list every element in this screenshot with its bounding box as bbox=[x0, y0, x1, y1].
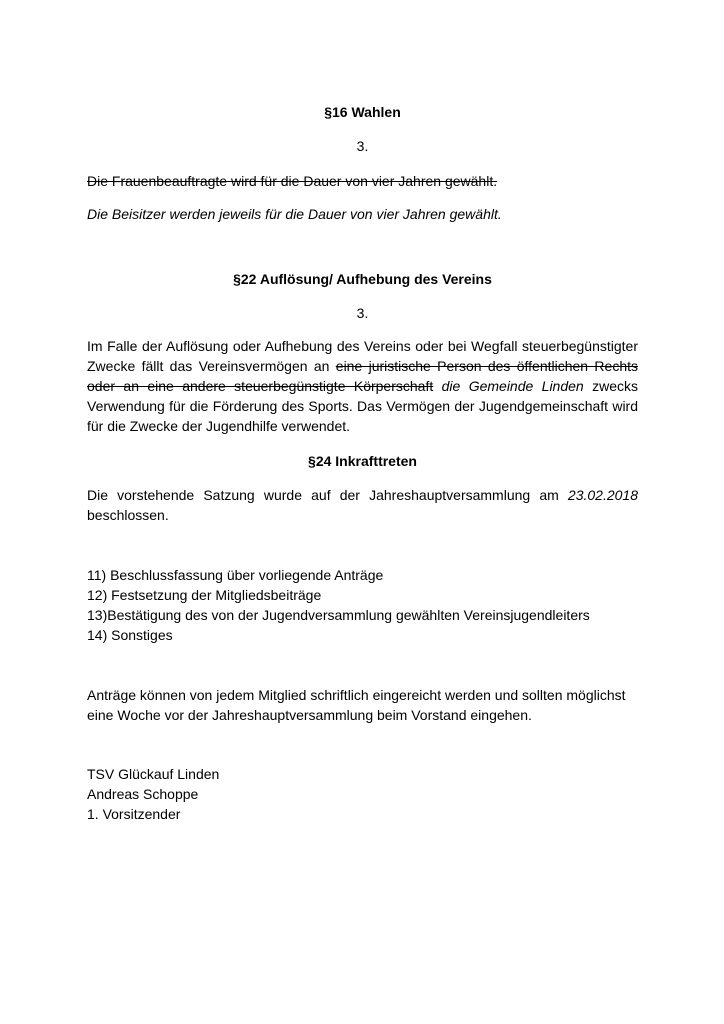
section-24-heading: §24 Inkrafttreten bbox=[308, 453, 417, 469]
document-page bbox=[87, 100, 638, 824]
agenda-item: 13)Bestätigung des von der Jugendversammlung gewählten Vereinsjugendleiters bbox=[87, 607, 590, 623]
section-16-heading: §16 Wahlen bbox=[324, 104, 401, 120]
section-16-italic-sentence: Die Beisitzer werden jeweils für die Dauer von vier Jahren gewählt. bbox=[87, 206, 502, 222]
signature-name: Andreas Schoppe bbox=[87, 786, 199, 802]
section-16-struck-sentence: Die Frauenbeauftragte wird für die Dauer von vier Jahren gewählt. bbox=[87, 173, 498, 189]
section-24-paragraph bbox=[87, 485, 638, 505]
section-24-text-part2: beschlossen. bbox=[87, 507, 169, 523]
section-22-number: 3. bbox=[356, 305, 369, 321]
signature-role: 1. Vorsitzender bbox=[87, 806, 181, 822]
section-22-struck-text: eine juristische Person des öffentlichen Rechts oder an eine andere steuerbegünstigte Körperschaft bbox=[87, 358, 638, 394]
section-22-text-part1: Im Falle der Auflösung oder Aufhebung des Vereins oder bei Wegfall steuerbegünstigter Zwecke fällt das Vereinsvermögen an bbox=[87, 338, 638, 374]
section-22-text-part2: zwecks Verwendung für die Förderung des Sports. Das Vermögen der Jugendgemeinschaft wird für die Zwecke der Jugendhilfe verwendet. bbox=[87, 378, 638, 434]
agenda-item: 14) Sonstiges bbox=[87, 627, 173, 643]
notice-paragraph: Anträge können von jedem Mitglied schriftlich eingereicht werden und sollten möglichst eine Woche vor der Jahreshauptversammlung beim Vorstand eingehen. bbox=[87, 687, 626, 723]
section-22-paragraph bbox=[87, 336, 638, 436]
agenda-list bbox=[87, 565, 638, 645]
agenda-item: 12) Festsetzung der Mitgliedsbeiträge bbox=[87, 587, 322, 603]
agenda-item: 11) Beschlussfassung über vorliegende Anträge bbox=[87, 567, 384, 583]
signature-block bbox=[87, 764, 638, 824]
section-22-italic-text: die Gemeinde Linden bbox=[441, 378, 584, 394]
section-22-heading: §22 Auflösung/ Aufhebung des Vereins bbox=[233, 271, 492, 287]
section-16-number: 3. bbox=[356, 138, 369, 154]
signature-club: TSV Glückauf Linden bbox=[87, 766, 220, 782]
section-24-text-part1: Die vorstehende Satzung wurde auf der Jahreshauptversammlung am bbox=[87, 487, 568, 503]
section-24-date: 23.02.2018 bbox=[567, 487, 638, 503]
